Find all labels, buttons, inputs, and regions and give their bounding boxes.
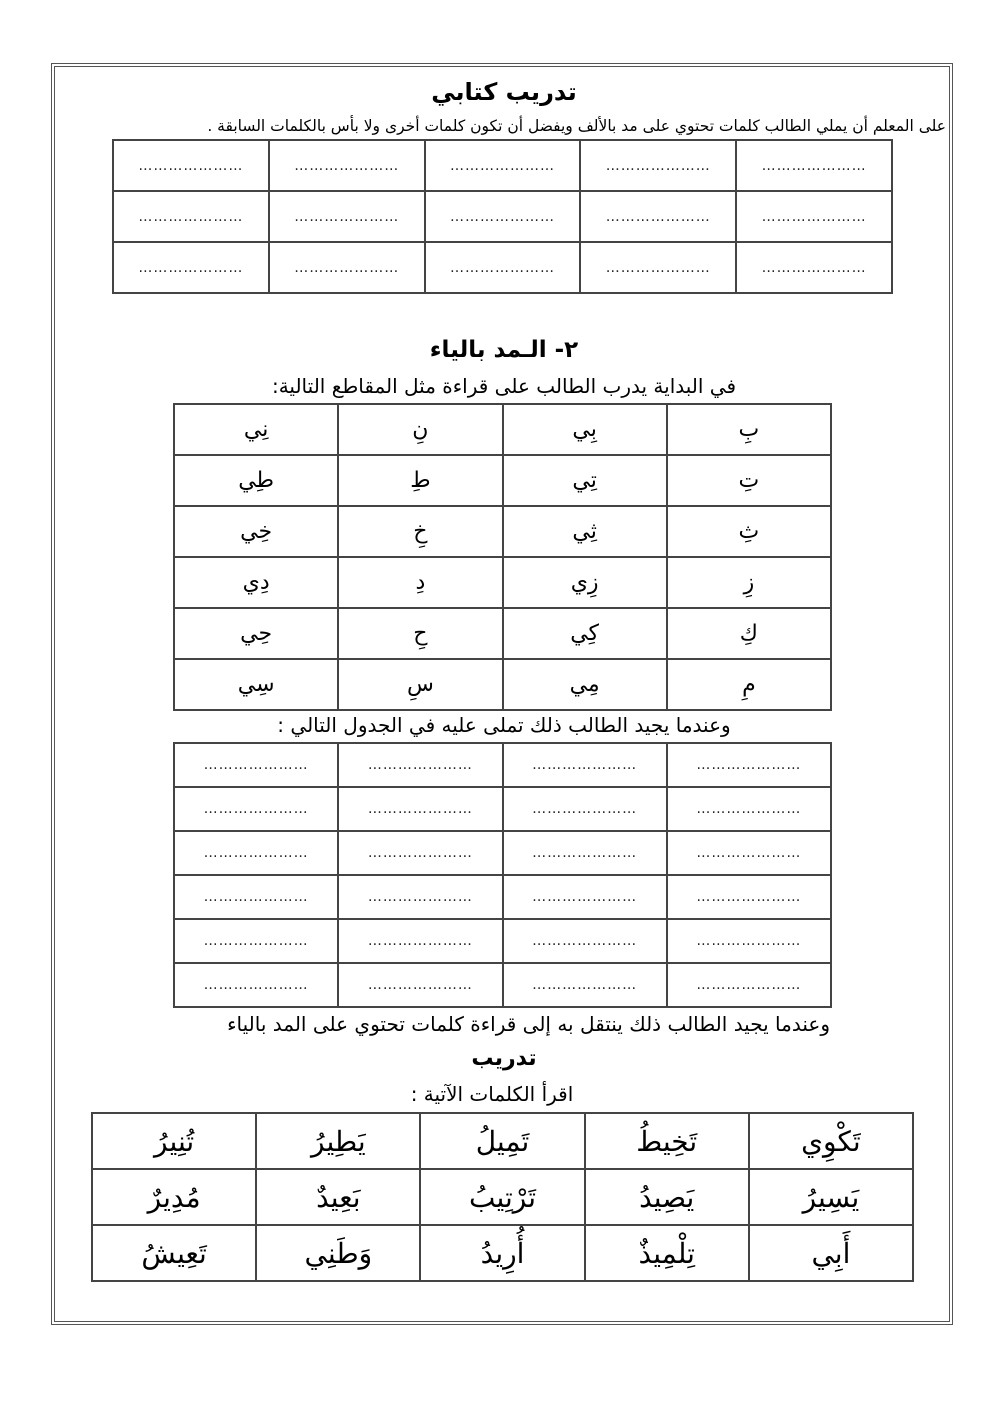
- syllable-cell: حِي: [174, 608, 338, 659]
- dictation-cell: …………………: [113, 242, 269, 293]
- table-row: [174, 557, 831, 608]
- word-cell: أُرِيدُ: [420, 1225, 584, 1281]
- ya-madd-section-title: ٢- الـمد بالياء: [429, 337, 579, 363]
- dictation-cell: …………………: [338, 963, 502, 1007]
- table-row: [92, 1225, 913, 1281]
- dictation-cell: …………………: [667, 787, 831, 831]
- syllable-cell: تِ: [667, 455, 831, 506]
- dictation-cell: …………………: [736, 242, 892, 293]
- word-cell: تَعِيشُ: [92, 1225, 256, 1281]
- table-row: [174, 963, 831, 1007]
- dictation-cell: …………………: [269, 242, 425, 293]
- word-cell: تَكْوِي: [749, 1113, 913, 1169]
- dictation-cell: …………………: [174, 831, 338, 875]
- syllable-cell: سِ: [338, 659, 502, 710]
- dictation-instruction: وعندما يجيد الطالب ذلك تملى عليه في الجدول التالي :: [277, 713, 731, 737]
- dictation-cell: …………………: [338, 831, 502, 875]
- word-cell: يَصِيدُ: [585, 1169, 749, 1225]
- dictation-cell: …………………: [174, 875, 338, 919]
- syllable-cell: نِ: [338, 404, 502, 455]
- syllable-cell: طِ: [338, 455, 502, 506]
- dictation-cell: …………………: [338, 919, 502, 963]
- word-cell: بَعِيدٌ: [256, 1169, 420, 1225]
- dictation-cell: …………………: [503, 743, 667, 787]
- table-row: [113, 242, 892, 293]
- table-row: [174, 831, 831, 875]
- reading-exercise-title: تدريب: [471, 1046, 537, 1071]
- dictation-cell: …………………: [667, 963, 831, 1007]
- syllables-table: [173, 403, 832, 711]
- dictation-cell: …………………: [580, 140, 736, 191]
- dictation-cell: …………………: [174, 743, 338, 787]
- word-cell: تَرْتِيبُ: [420, 1169, 584, 1225]
- dictation-cell: …………………: [269, 140, 425, 191]
- transition-text: وعندما يجيد الطالب ذلك ينتقل به إلى قراءة كلمات تحتوي على المد بالياء: [227, 1012, 830, 1036]
- dictation-cell: …………………: [338, 875, 502, 919]
- reading-words-table: [91, 1112, 914, 1282]
- table-row: [113, 191, 892, 242]
- dictation-cell: …………………: [667, 875, 831, 919]
- dictation-cell: …………………: [338, 743, 502, 787]
- dictation-cell: …………………: [503, 919, 667, 963]
- table-row: [174, 455, 831, 506]
- table-row: [174, 659, 831, 710]
- dictation-cell: …………………: [269, 191, 425, 242]
- table-row: [174, 506, 831, 557]
- dictation-cell: …………………: [425, 191, 581, 242]
- table-row: [113, 140, 892, 191]
- syllable-cell: دِ: [338, 557, 502, 608]
- dictation-cell: …………………: [580, 242, 736, 293]
- dictation-cell: …………………: [503, 787, 667, 831]
- dictation-cell: …………………: [736, 191, 892, 242]
- word-cell: تَخِيطُ: [585, 1113, 749, 1169]
- syllable-cell: بِ: [667, 404, 831, 455]
- syllable-cell: كِ: [667, 608, 831, 659]
- dictation-cell: …………………: [113, 191, 269, 242]
- dictation-cell: …………………: [503, 875, 667, 919]
- table-row: [174, 919, 831, 963]
- ya-dictation-table: [173, 742, 832, 1008]
- syllable-cell: مِي: [503, 659, 667, 710]
- table-row: [174, 875, 831, 919]
- word-cell: أَبِي: [749, 1225, 913, 1281]
- syllable-cell: حِ: [338, 608, 502, 659]
- syllable-cell: زِي: [503, 557, 667, 608]
- word-cell: مُدِيرٌ: [92, 1169, 256, 1225]
- syllable-cell: نِي: [174, 404, 338, 455]
- syllable-cell: خِي: [174, 506, 338, 557]
- table-row: [92, 1169, 913, 1225]
- dictation-cell: …………………: [425, 140, 581, 191]
- table-row: [174, 608, 831, 659]
- alef-dictation-table: [112, 139, 893, 294]
- dictation-cell: …………………: [174, 787, 338, 831]
- syllable-cell: سِي: [174, 659, 338, 710]
- dictation-cell: …………………: [113, 140, 269, 191]
- syllable-cell: ثِي: [503, 506, 667, 557]
- syllables-instruction: في البداية يدرب الطالب على قراءة مثل المقاطع التالية:: [271, 374, 737, 398]
- syllable-cell: زِ: [667, 557, 831, 608]
- syllable-cell: خِ: [338, 506, 502, 557]
- word-cell: تَمِيلُ: [420, 1113, 584, 1169]
- table-row: [174, 787, 831, 831]
- writing-exercise-title: تدريب كتابي: [431, 78, 577, 106]
- syllable-cell: مِ: [667, 659, 831, 710]
- dictation-cell: …………………: [580, 191, 736, 242]
- table-row: [92, 1113, 913, 1169]
- syllable-cell: تِي: [503, 455, 667, 506]
- dictation-cell: …………………: [667, 919, 831, 963]
- word-cell: وَطَنِي: [256, 1225, 420, 1281]
- dictation-cell: …………………: [503, 963, 667, 1007]
- word-cell: يَسِيرُ: [749, 1169, 913, 1225]
- dictation-cell: …………………: [425, 242, 581, 293]
- word-cell: تُنِيرُ: [92, 1113, 256, 1169]
- dictation-cell: …………………: [174, 919, 338, 963]
- dictation-cell: …………………: [338, 787, 502, 831]
- dictation-cell: …………………: [667, 743, 831, 787]
- table-row: [174, 404, 831, 455]
- writing-exercise-instruction: على المعلم أن يملي الطالب كلمات تحتوي على مد بالألف ويفضل أن تكون كلمات أخرى ولا بأس بالكلمات السابقة .: [207, 117, 946, 135]
- table-row: [174, 743, 831, 787]
- syllable-cell: دِي: [174, 557, 338, 608]
- dictation-cell: …………………: [736, 140, 892, 191]
- dictation-cell: …………………: [174, 963, 338, 1007]
- syllable-cell: ثِ: [667, 506, 831, 557]
- dictation-cell: …………………: [667, 831, 831, 875]
- dictation-cell: …………………: [503, 831, 667, 875]
- syllable-cell: طِي: [174, 455, 338, 506]
- syllable-cell: كِي: [503, 608, 667, 659]
- reading-exercise-instruction: اقرأ الكلمات الآتية :: [410, 1082, 574, 1106]
- word-cell: تِلْمِيذٌ: [585, 1225, 749, 1281]
- word-cell: يَطِيرُ: [256, 1113, 420, 1169]
- syllable-cell: بِي: [503, 404, 667, 455]
